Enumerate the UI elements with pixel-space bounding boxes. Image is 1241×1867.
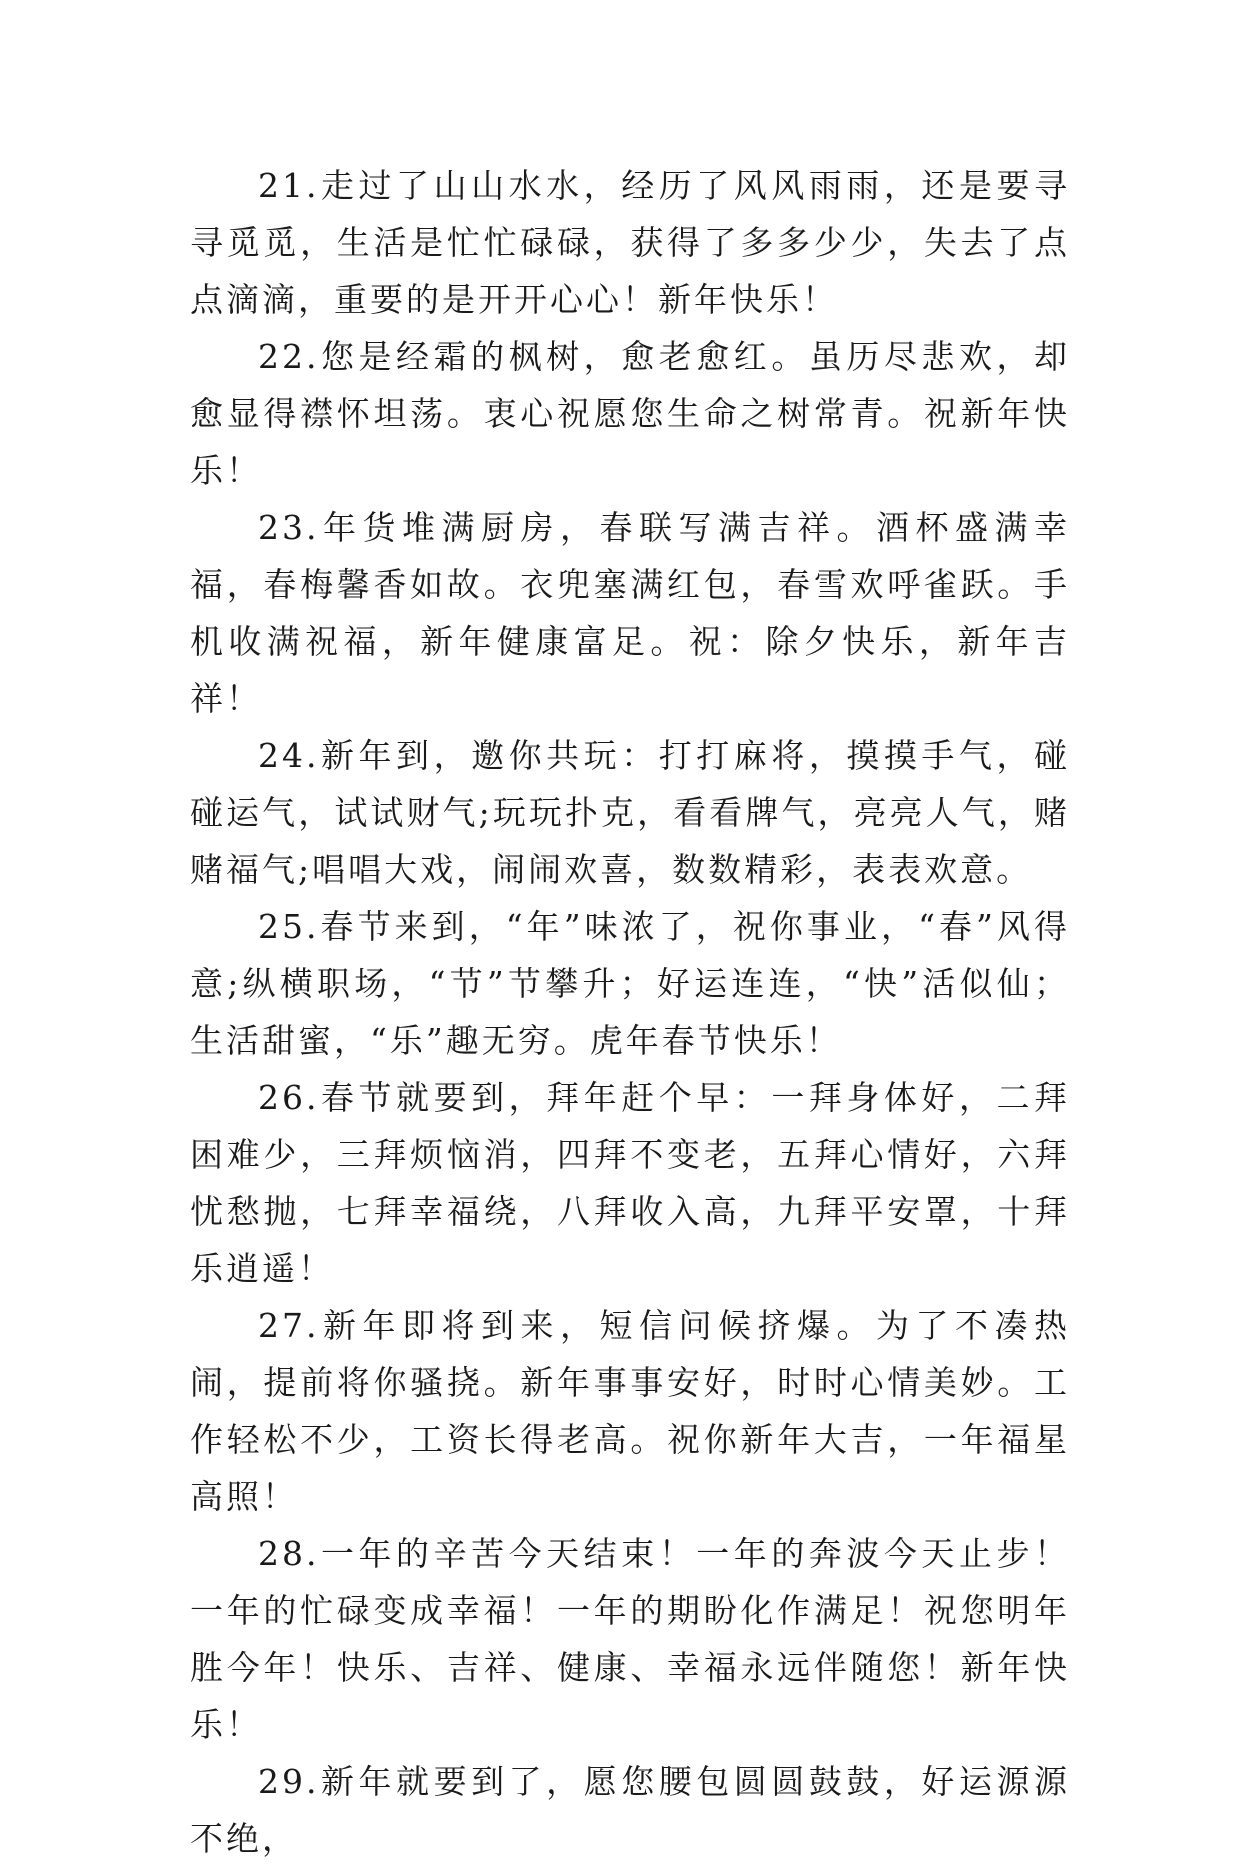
paragraph-26: 26.春节就要到，拜年赶个早：一拜身体好，二拜困难少，三拜烦恼消，四拜不变老，五拜心情好，六拜忧愁抛，七拜幸福绕，八拜收入高，九拜平安罩，十拜乐逍遥！ bbox=[190, 1078, 1070, 1288]
document-body bbox=[190, 157, 1070, 1867]
paragraph-28: 28.一年的辛苦今天结束！一年的奔波今天止步！一年的忙碌变成幸福！一年的期盼化作满足！祝您明年胜今年！快乐、吉祥、健康、幸福永远伴随您！新年快乐！ bbox=[190, 1534, 1070, 1744]
paragraph-21: 21.走过了山山水水，经历了风风雨雨，还是要寻寻觅觅，生活是忙忙碌碌，获得了多多少少，失去了点点滴滴，重要的是开开心心！新年快乐！ bbox=[190, 166, 1070, 319]
paragraph-24: 24.新年到，邀你共玩：打打麻将，摸摸手气，碰碰运气，试试财气;玩玩扑克，看看牌气，亮亮人气，赌赌福气;唱唱大戏，闹闹欢喜，数数精彩，表表欢意。 bbox=[190, 736, 1070, 889]
paragraph-27: 27.新年即将到来，短信问候挤爆。为了不凑热闹，提前将你骚挠。新年事事安好，时时心情美妙。工作轻松不少，工资长得老高。祝你新年大吉，一年福星高照！ bbox=[190, 1306, 1070, 1516]
paragraph-22: 22.您是经霜的枫树，愈老愈红。虽历尽悲欢，却愈显得襟怀坦荡。衷心祝愿您生命之树常青。祝新年快乐！ bbox=[190, 337, 1070, 490]
paragraph-29: 29.新年就要到了，愿您腰包圆圆鼓鼓，好运源源不绝， bbox=[190, 1762, 1070, 1858]
paragraph-25: 25.春节来到，“年”味浓了，祝你事业，“春”风得意;纵横职场，“节”节攀升；好运连连，“快”活似仙；生活甜蜜，“乐”趣无穷。虎年春节快乐！ bbox=[190, 907, 1070, 1060]
paragraph-23: 23.年货堆满厨房，春联写满吉祥。酒杯盛满幸福，春梅馨香如故。衣兜塞满红包，春雪欢呼雀跃。手机收满祝福，新年健康富足。祝：除夕快乐，新年吉祥！ bbox=[190, 508, 1070, 718]
